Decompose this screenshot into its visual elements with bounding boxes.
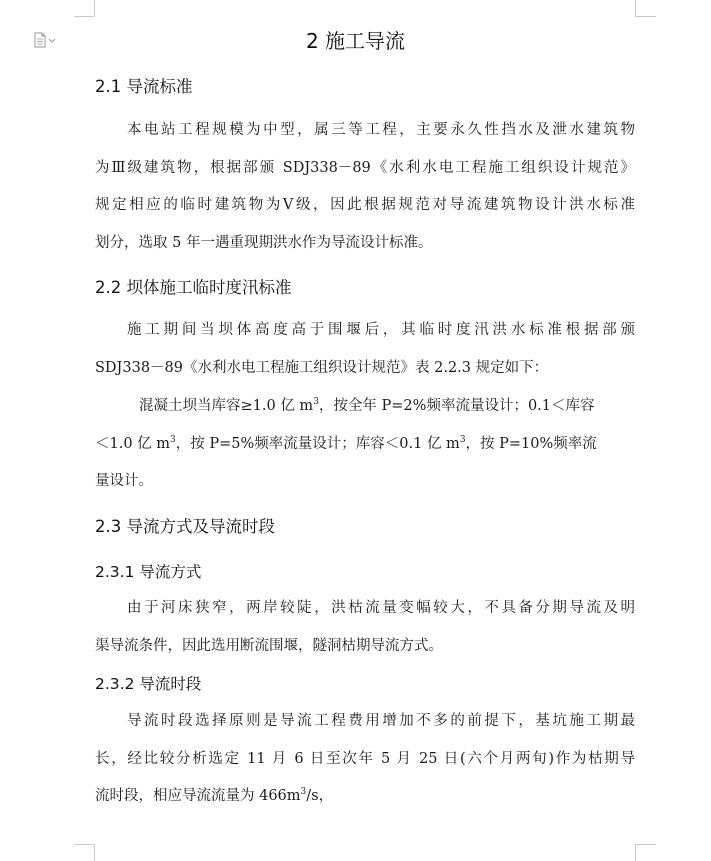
section-2-1-heading: 2.1 导流标准 <box>95 77 193 96</box>
text-run: ，按全年 P=2%频率流量设计；0.1＜库容 <box>318 398 595 414</box>
text-line: 量设计。 <box>95 473 153 489</box>
section-2-2-heading: 2.2 坝体施工临时度汛标准 <box>95 278 292 297</box>
text-line: 导流时段选择原则是导流工程费用增加不多的前提下，基坑施工期最 <box>127 713 635 729</box>
text-line <box>95 426 635 464</box>
text-line: 划分，选取 5 年一遇重现期洪水作为导流设计标准。 <box>95 234 433 251</box>
text-line: SDJ338－89《水利水电工程施工组织设计规范》表 2.2.3 规定如下： <box>95 359 549 376</box>
crop-mark-bottom-left <box>74 844 95 861</box>
section-2-3-1-paragraph <box>95 590 635 665</box>
text-run: ＜1.0 亿 m <box>95 435 171 452</box>
flood-standard-paragraph <box>95 388 635 501</box>
text-line: 本电站工程规模为中型，属三等工程，主要永久性挡水及泄水建筑物 <box>127 122 635 138</box>
text-line <box>95 388 635 426</box>
superscript: 3 <box>313 397 319 408</box>
text-run: /s， <box>306 788 334 804</box>
text-line: 由于河床狭窄，两岸较陡，洪枯流量变幅较大，不具备分期导流及明 <box>127 600 635 616</box>
crop-mark-top-left <box>74 0 95 17</box>
text-run: 混凝土坝当库容≥1.0 亿 m <box>139 398 314 414</box>
text-run: 流时段，相应导流流量为 466m <box>95 788 301 804</box>
superscript: 3 <box>300 787 307 798</box>
section-2-3-2-paragraph <box>95 703 635 816</box>
text-line: 施工期间当坝体高度高于围堰后，其临时度汛洪水标准根据部颁 <box>127 322 635 338</box>
crop-mark-top-right <box>635 0 656 17</box>
text-line: 渠导流条件，因此选用断流围堰，隧洞枯期导流方式。 <box>95 637 443 654</box>
page-title: 2 施工导流 <box>305 29 406 53</box>
text-line: 长，经比较分析选定 11 月 6 日至次年 5 月 25 日(六个月两旬)作为枯期导 <box>95 750 635 767</box>
superscript: 3 <box>459 434 466 445</box>
section-2-3-heading: 2.3 导流方式及导流时段 <box>95 517 275 536</box>
text-line: 为Ⅲ级建筑物，根据部颁 SDJ338－89《水利水电工程施工组织设计规范》 <box>95 159 635 176</box>
text-line <box>95 778 635 816</box>
text-line: 规定相应的临时建筑物为Ⅴ级，因此根据规范对导流建筑物设计洪水标准 <box>95 197 635 213</box>
section-2-2-paragraph <box>95 312 635 387</box>
text-run: ，按 P=10%频率流 <box>465 435 597 452</box>
crop-mark-bottom-right <box>635 844 656 861</box>
superscript: 3 <box>170 434 176 445</box>
section-2-3-2-heading: 2.3.2 导流时段 <box>95 675 202 693</box>
text-run: ，按 P=5%频率流量设计；库容＜0.1 亿 m <box>175 435 460 452</box>
section-2-1-paragraph <box>95 112 635 262</box>
section-2-3-1-heading: 2.3.1 导流方式 <box>95 563 202 581</box>
